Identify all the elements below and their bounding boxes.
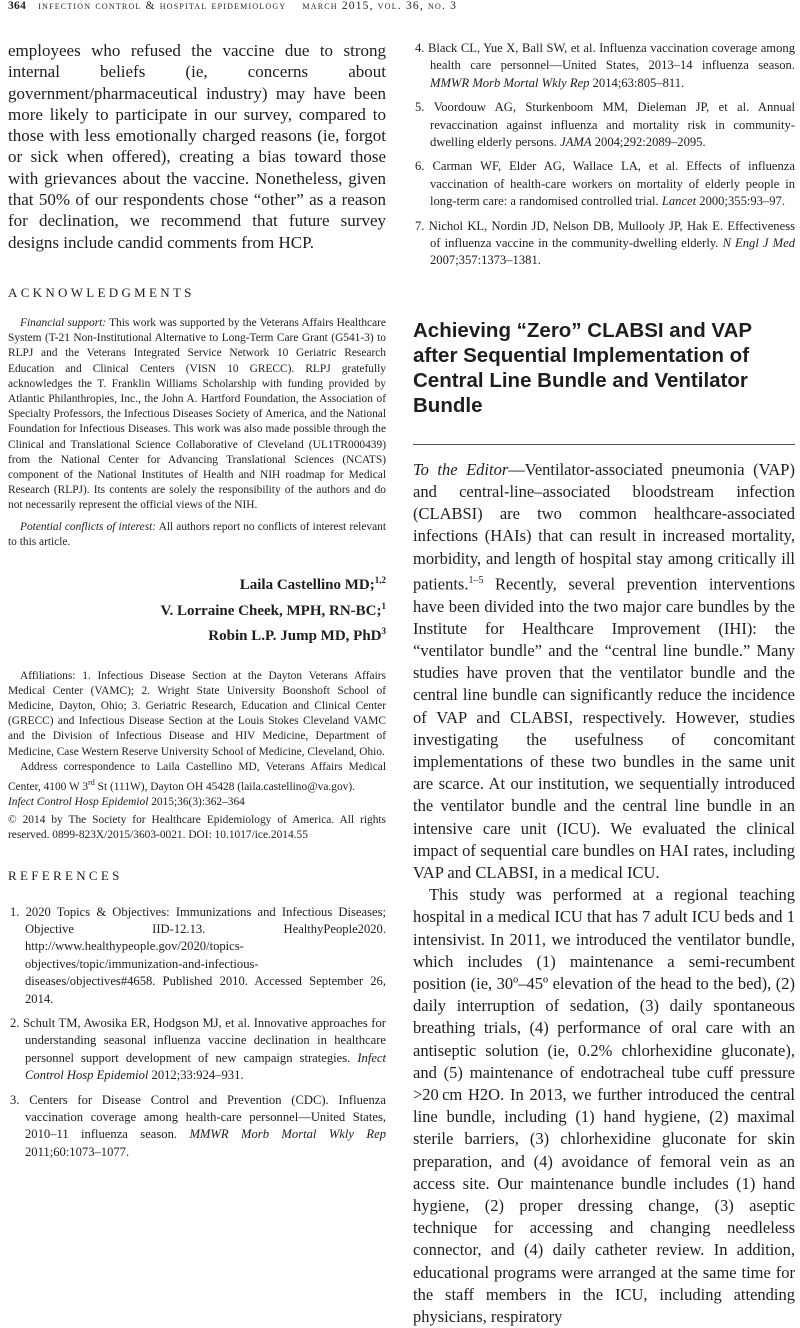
letter-paragraph-1: To the Editor—Ventilator-associated pneumonia (VAP) and central-line–associated bloodstream infection (CLABSI) are two common healthcare-associated infections (HAIs) that can result in increased mortality, morbidity, and length of hospital stay among critically ill patients.$^{1-5}$ Recently, several prevention interventions have been divided into the two major care bundles by the Institute for Healthcare Improvement (IHI): the “ventilator bundle” and the “central line bundle.” Many studies have proven that the ventilator bundle and the central line bundle can significantly reduce the incidence of VAP and CLABSI, respectively. However, studies investigating the usefulness of concomitant implementations of these two bundles in the same unit are scarce. At our institution, we sequentially introduced the ventilator bundle and the central line bundle in an intensive care unit (ICU). We evaluated the clinical impact of sequential care bundles on HAI rates, including VAP and CLABSI, in a medical ICU. — [413, 459, 795, 883]
reference-list-right — [413, 40, 795, 270]
financial-support — [8, 316, 386, 514]
article-title: Achieving “Zero” CLABSI and VAP after Sequential Implementation of Central Line Bundle and Ventilator Bundle — [413, 318, 752, 417]
address: Address correspondence to Laila Castellino MD, Veterans Affairs Medical Center, 4100 W 3rd St (111W), Dayton OH 45428 (laila.castellino@va.gov). — [8, 760, 386, 793]
author-list — [8, 570, 386, 647]
journal-title: infection control & hospital epidemiology — [38, 0, 287, 12]
author-3: Robin L.P. Jump MD, PhD$^3$ — [208, 626, 386, 645]
intro-paragraph: employees who refused the vaccine due to strong internal beliefs (ie, concerns about government/pharmaceutical industry) may have been more likely to participate in our survey, compared to those with less emotionally charged reasons (ie, forgot or sick when offered), creating a bias toward those with grievances about the vaccine. Nonetheless, given that 50% of our respondents chose “other” as a reason for declination, we recommend that future survey designs include candid comments from HCP. — [8, 41, 386, 252]
issue-info: march 2015, vol. 36, no. 3 — [302, 0, 458, 12]
page-number: 364 — [8, 0, 27, 12]
conflicts — [8, 520, 386, 550]
reference-item: 5. Voordouw AG, Sturkenboom MM, Dieleman JP, et al. Annual revaccination against influenza and mortality risk in community-dwelling elderly persons. JAMA 2004;292:2089–2095. — [415, 100, 795, 150]
author-2: V. Lorraine Cheek, MPH, RN-BC;$^1$ — [160, 600, 386, 619]
letter-paragraph-2: This study was performed at a regional teaching hospital in a medical ICU that has 7 adult ICU beds and 1 intensivist. In 2011, we introduced the ventilator bundle, which includes (1) maintenance a semi-recumbent position (ie, 30º–45º elevation of the head to the bed), (2) daily interruption of sedation, (3) daily spontaneous breathing trials, (4) performance of oral care with an antiseptic solution (ie, 0.2% chlorhexidine gluconate), and (5) maintenance of endotracheal tube cuff pressure >20 cm H2O. In 2013, we further introduced the central line bundle, including (1) hand hygiene, (2) maximal sterile barriers, (3) chlorhexidine gluconate for skin preparation, and (4) avoidance of femoral vein as an access site. Our maintenance bundle includes (1) hand hygiene, (2) proper dressing change, (3) aseptic technique for accessing and changing needleless connector, and (4) daily catheter review. In addition, educational programs were arranged at the same time for the staff members in the ICU, including attending physicians, respiratory — [413, 885, 795, 1327]
conflict-label: Potential conflicts of interest: — [20, 520, 157, 533]
to-the-editor: To the Editor — [413, 459, 509, 479]
reference-item: 4. Black CL, Yue X, Ball SW, et al. Influenza vaccination coverage among health care personnel—United States, 2013–14 influenza season. MMWR Morb Mortal Wkly Rep 2014;63:805–811. — [415, 41, 795, 90]
running-head — [8, 0, 792, 20]
reference-item: 7. Nichol KL, Nordin JD, Nelson DB, Mullooly JP, Hak E. Effectiveness of influenza vaccine in the community-dwelling elderly. N Engl J Med 2007;357:1373–1381. — [415, 218, 795, 268]
left-column — [8, 40, 386, 1168]
financial-text: This work was supported by the Veterans Affairs Healthcare System (T-21 Non-Institutional Alternative to Long-Term Care Grant (G541-3) to RLPJ and the Veterans Integrated Service Network 10 Geriatric Research Education and Clinical Centers (VISN 10 GRECC). RLPJ gratefully acknowledges the T. Franklin Williams Scholarship with funding provided by Atlantic Philanthropies, Inc., the John A. Hartford Foundation, the Association of Specialty Professors, the Infectious Diseases Society of America, and the National Foundation for Infectious Diseases. This work was also made possible through the Clinical and Translational Science Collaborative of Cleveland (UL1TR000439) from the National Center for Advancing Translational Sciences (NCATS) component of the National Institutes of Health and NIH roadmap for Medical Research (RLPJ). Its contents are solely the responsibility of the authors and do not necessarily represent the official views of the NIH. — [8, 316, 386, 512]
reference-item: 6. Carman WF, Elder AG, Wallace LA, et al. Effects of influenza vaccination of health-care workers on mortality of elderly people in long-term care: a randomised controlled trial. Lancet 2000;355:93–97. — [415, 159, 795, 209]
references-heading: REFERENCES — [8, 867, 123, 883]
copyright: © 2014 by The Society for Healthcare Epidemiology of America. All rights reserved. 0899-823X/2015/3603-0021. DOI: 10.1017/ice.2014.55 — [8, 814, 386, 842]
reference-item: 3. Centers for Disease Control and Prevention (CDC). Influenza vaccination coverage among health-care personnel—United States, 2010–11 influenza season. MMWR Morb Mortal Wkly Rep 2011;60:1073–1077. — [10, 1092, 386, 1159]
title-divider — [413, 444, 795, 445]
reference-item: 2. Schult TM, Awosika ER, Hodgson MJ, et al. Innovative approaches for understanding seasonal influenza vaccine declination in healthcare personnel support development of new campaign strategies. Infect Control Hosp Epidemiol 2012;33:924–931. — [10, 1015, 386, 1083]
acknowledgments-heading: ACKNOWLEDGMENTS — [8, 284, 195, 300]
reference-item: 1. 2020 Topics & Objectives: Immunizations and Infectious Diseases; Objective IID-12.13. HealthyPeople2020. http://www.healthypeople.gov/2020/topics-objectives/topic/immunization-and-infectious-diseases/objectives#4658. Published 2010. Accessed September 26, 2014. — [10, 904, 386, 1006]
financial-label: Financial support: — [20, 316, 107, 329]
right-column — [413, 40, 795, 1328]
author-1: Laila Castellino MD;$^{1,2}$ — [239, 575, 386, 594]
conflict-text: All authors report no conflicts of interest relevant to this article. — [8, 520, 387, 548]
citation: Infect Control Hosp Epidemiol 2015;36(3):362–364 — [8, 795, 245, 808]
affiliations: Affiliations: 1. Infectious Disease Section at the Dayton Veterans Affairs Medical Center (VAMC); 2. Wright State University Boonshoft School of Medicine, Dayton, Ohio; 3. Geriatric Research, Education and Clinical Center (GRECC) and Infectious Disease Section at the Louis Stokes Cleveland VAMC and the Division of Infectious Disease and HIV Medicine, Department of Medicine, Case Western Reserve University School of Medicine, Cleveland, Ohio. — [8, 669, 386, 758]
reference-list-left — [8, 904, 386, 1162]
